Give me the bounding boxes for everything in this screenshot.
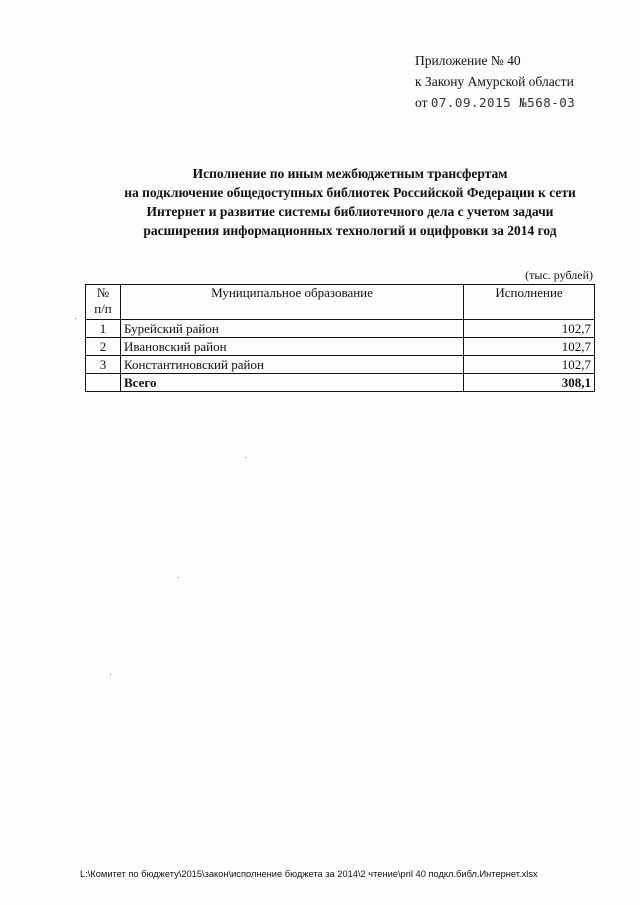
appendix-date-prefix: от [415,95,428,110]
table-row [86,320,595,338]
row-number: 1 [86,320,121,338]
title-line: расширения информационных технологий и оцифровки за 2014 год [143,223,557,238]
header-execution: Исполнение [464,285,595,320]
title-line: на подключение общедоступных библиотек Российской Федерации к сети [124,185,576,200]
appendix-date-stamp: 07.09.2015 №568-03 [430,95,576,110]
appendix-number: Приложение № 40 [415,53,521,68]
title-line: Исполнение по иным межбюджетным трансфертам [192,166,508,181]
file-path-footer: L:\Комитет по бюджету\2015\закон\исполнение бюджета за 2014\2 чтение\pril 40 подкл.библ.Интернет.xlsx [80,869,538,879]
scan-speck [110,674,111,675]
appendix-date-line [415,92,575,113]
document-title [90,164,610,240]
row-number: 2 [86,338,121,356]
header-municipality: Муниципальное образование [121,285,464,320]
title-line: Интернет и развитие системы библиотечного дела с учетом задачи [146,204,554,219]
scan-speck [178,577,179,578]
row-number: 3 [86,356,121,374]
row-value: 102,7 [464,320,595,338]
row-value: 102,7 [464,338,595,356]
table-row [86,356,595,374]
table-header-row [86,285,595,320]
scan-speck [75,318,76,319]
row-value: 102,7 [464,356,595,374]
header-number [86,285,121,320]
row-municipality: Константиновский район [121,356,464,374]
appendix-law-reference: к Закону Амурской области [415,74,574,89]
header-number-line2: п/п [94,301,112,316]
execution-table [85,284,595,392]
total-number-cell [86,374,121,392]
row-municipality: Ивановский район [121,338,464,356]
scan-speck [245,457,246,458]
table-row [86,338,595,356]
header-number-line1: № [96,285,110,300]
units-label: (тыс. рублей) [525,268,593,282]
table-total-row [86,374,595,392]
row-municipality: Бурейский район [121,320,464,338]
appendix-header [415,50,575,113]
total-value: 308,1 [464,374,595,392]
total-label: Всего [121,374,464,392]
